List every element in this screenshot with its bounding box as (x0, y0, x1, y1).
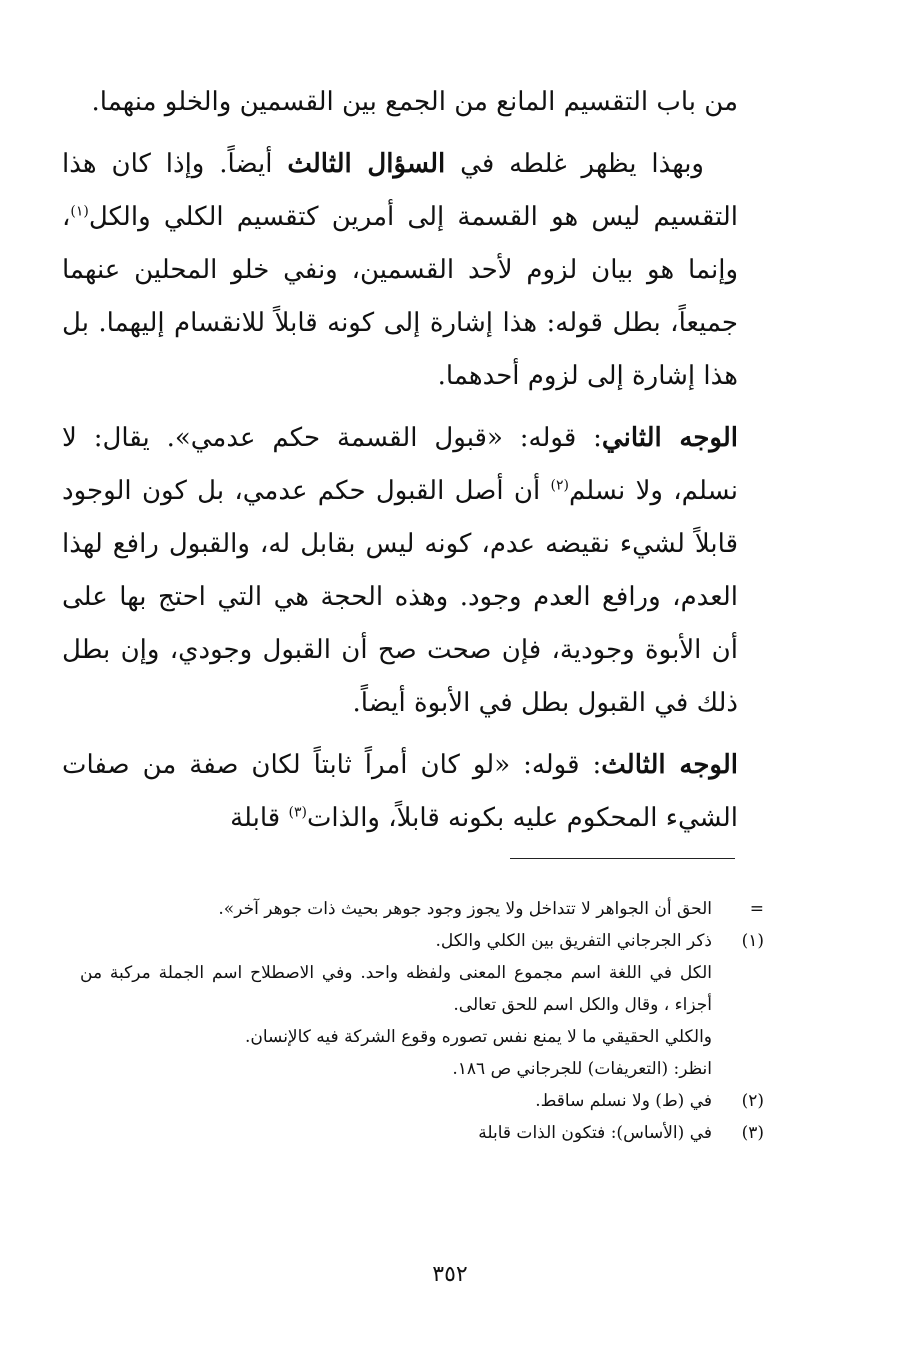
footnote-continuation (80, 893, 764, 925)
paragraph-2-text-c: ، وإنما هو بيان لزوم لأحد القسمين، ونفي خلو المحلين عنهما جميعاً، بطل قوله: هذا إشارة إلى كونه قابلاً للانقسام إليهما. بل هذا إشارة إلى لزوم أحدهما. (62, 202, 738, 391)
footnote-1-line-1: ذكر الجرجاني التفريق بين الكلي والكل. (435, 931, 712, 951)
paragraph-3-text-a: : قوله: «قبول القسمة حكم عدمي». يقال: لا نسلم، ولا نسلم (62, 423, 738, 506)
paragraph-2-text-a: وبهذا يظهر غلطه في (445, 149, 704, 179)
second-aspect-heading: الوجه الثاني (601, 423, 738, 453)
main-text (62, 76, 738, 845)
footnote-ref-2[interactable]: (٢) (550, 477, 569, 494)
footnote-2 (80, 1085, 764, 1117)
footnote-3-text: في (الأساس): فتكون الذات قابلة (478, 1123, 712, 1143)
paragraph-3-text-b: أن أصل القبول حكم عدمي، بل كون الوجود قابلاً لشيء نقيضه عدم، كونه ليس بقابل له، والقبول رافع لهذا العدم، ورافع العدم وجود. وهذه الحجة هي التي احتج بها على أن الأبوة وجودية، فإن صحت صح أن القبول وجودي، وإن بطل ذلك في القبول بطل في الأبوة أيضاً. (62, 476, 738, 718)
footnote-continuation-text: الحق أن الجواهر لا تتداخل ولا يجوز وجود جوهر بحيث ذات جوهر آخر». (218, 899, 712, 919)
footnote-1-line-4: انظر: (التعريفات) للجرجاني ص ١٨٦. (452, 1059, 712, 1079)
paragraph-3 (62, 412, 738, 730)
footnote-1-cont-b (80, 1021, 764, 1053)
paragraph-2-text-b: أيضاً. وإذا كان هذا التقسيم ليس هو القسمة إلى أمرين كتقسيم الكلي والكل (62, 149, 738, 232)
footnote-1-number: (١) (741, 931, 764, 951)
footnote-1-cont-c (80, 1053, 764, 1085)
paragraph-1-text: من باب التقسيم المانع من الجمع بين القسمين والخلو منهما. (91, 87, 738, 117)
footnote-1-line-2: الكل في اللغة اسم مجموع المعنى ولفظه واحد. وفي الاصطلاح اسم الجملة مركبة من أجزاء ، وقال والكل اسم للحق تعالى. (80, 963, 712, 1015)
footnote-1 (80, 925, 764, 957)
paragraph-4 (62, 739, 738, 845)
continuation-marker: = (749, 899, 764, 919)
footnote-2-number: (٢) (741, 1091, 764, 1111)
paragraph-4-text-b: قابلة (230, 803, 289, 833)
third-question-heading: السؤال الثالث (287, 149, 446, 179)
paragraph-4-text-a: : قوله: «لو كان أمراً ثابتاً لكان صفة من صفات الشيء المحكوم عليه بكونه قابلاً، والذات (62, 750, 738, 833)
footnote-3 (80, 1117, 764, 1149)
footnote-ref-3[interactable]: (٣) (288, 804, 307, 821)
footnotes (80, 893, 764, 1149)
footnote-3-number: (٣) (741, 1123, 764, 1143)
footnote-1-line-3: والكلي الحقيقي ما لا يمنع نفس تصوره وقوع الشركة فيه كالإنسان. (244, 1027, 712, 1047)
footnote-ref-1[interactable]: (١) (70, 203, 89, 220)
footnote-divider (510, 858, 735, 859)
footnote-2-text: في (ط) ولا نسلم ساقط. (535, 1091, 712, 1111)
page-number: ٣٥٢ (432, 1262, 468, 1287)
paragraph-1 (62, 76, 738, 129)
third-aspect-heading: الوجه الثالث (601, 750, 738, 780)
paragraph-2 (62, 138, 738, 403)
footnote-1-cont-a (80, 957, 764, 1021)
